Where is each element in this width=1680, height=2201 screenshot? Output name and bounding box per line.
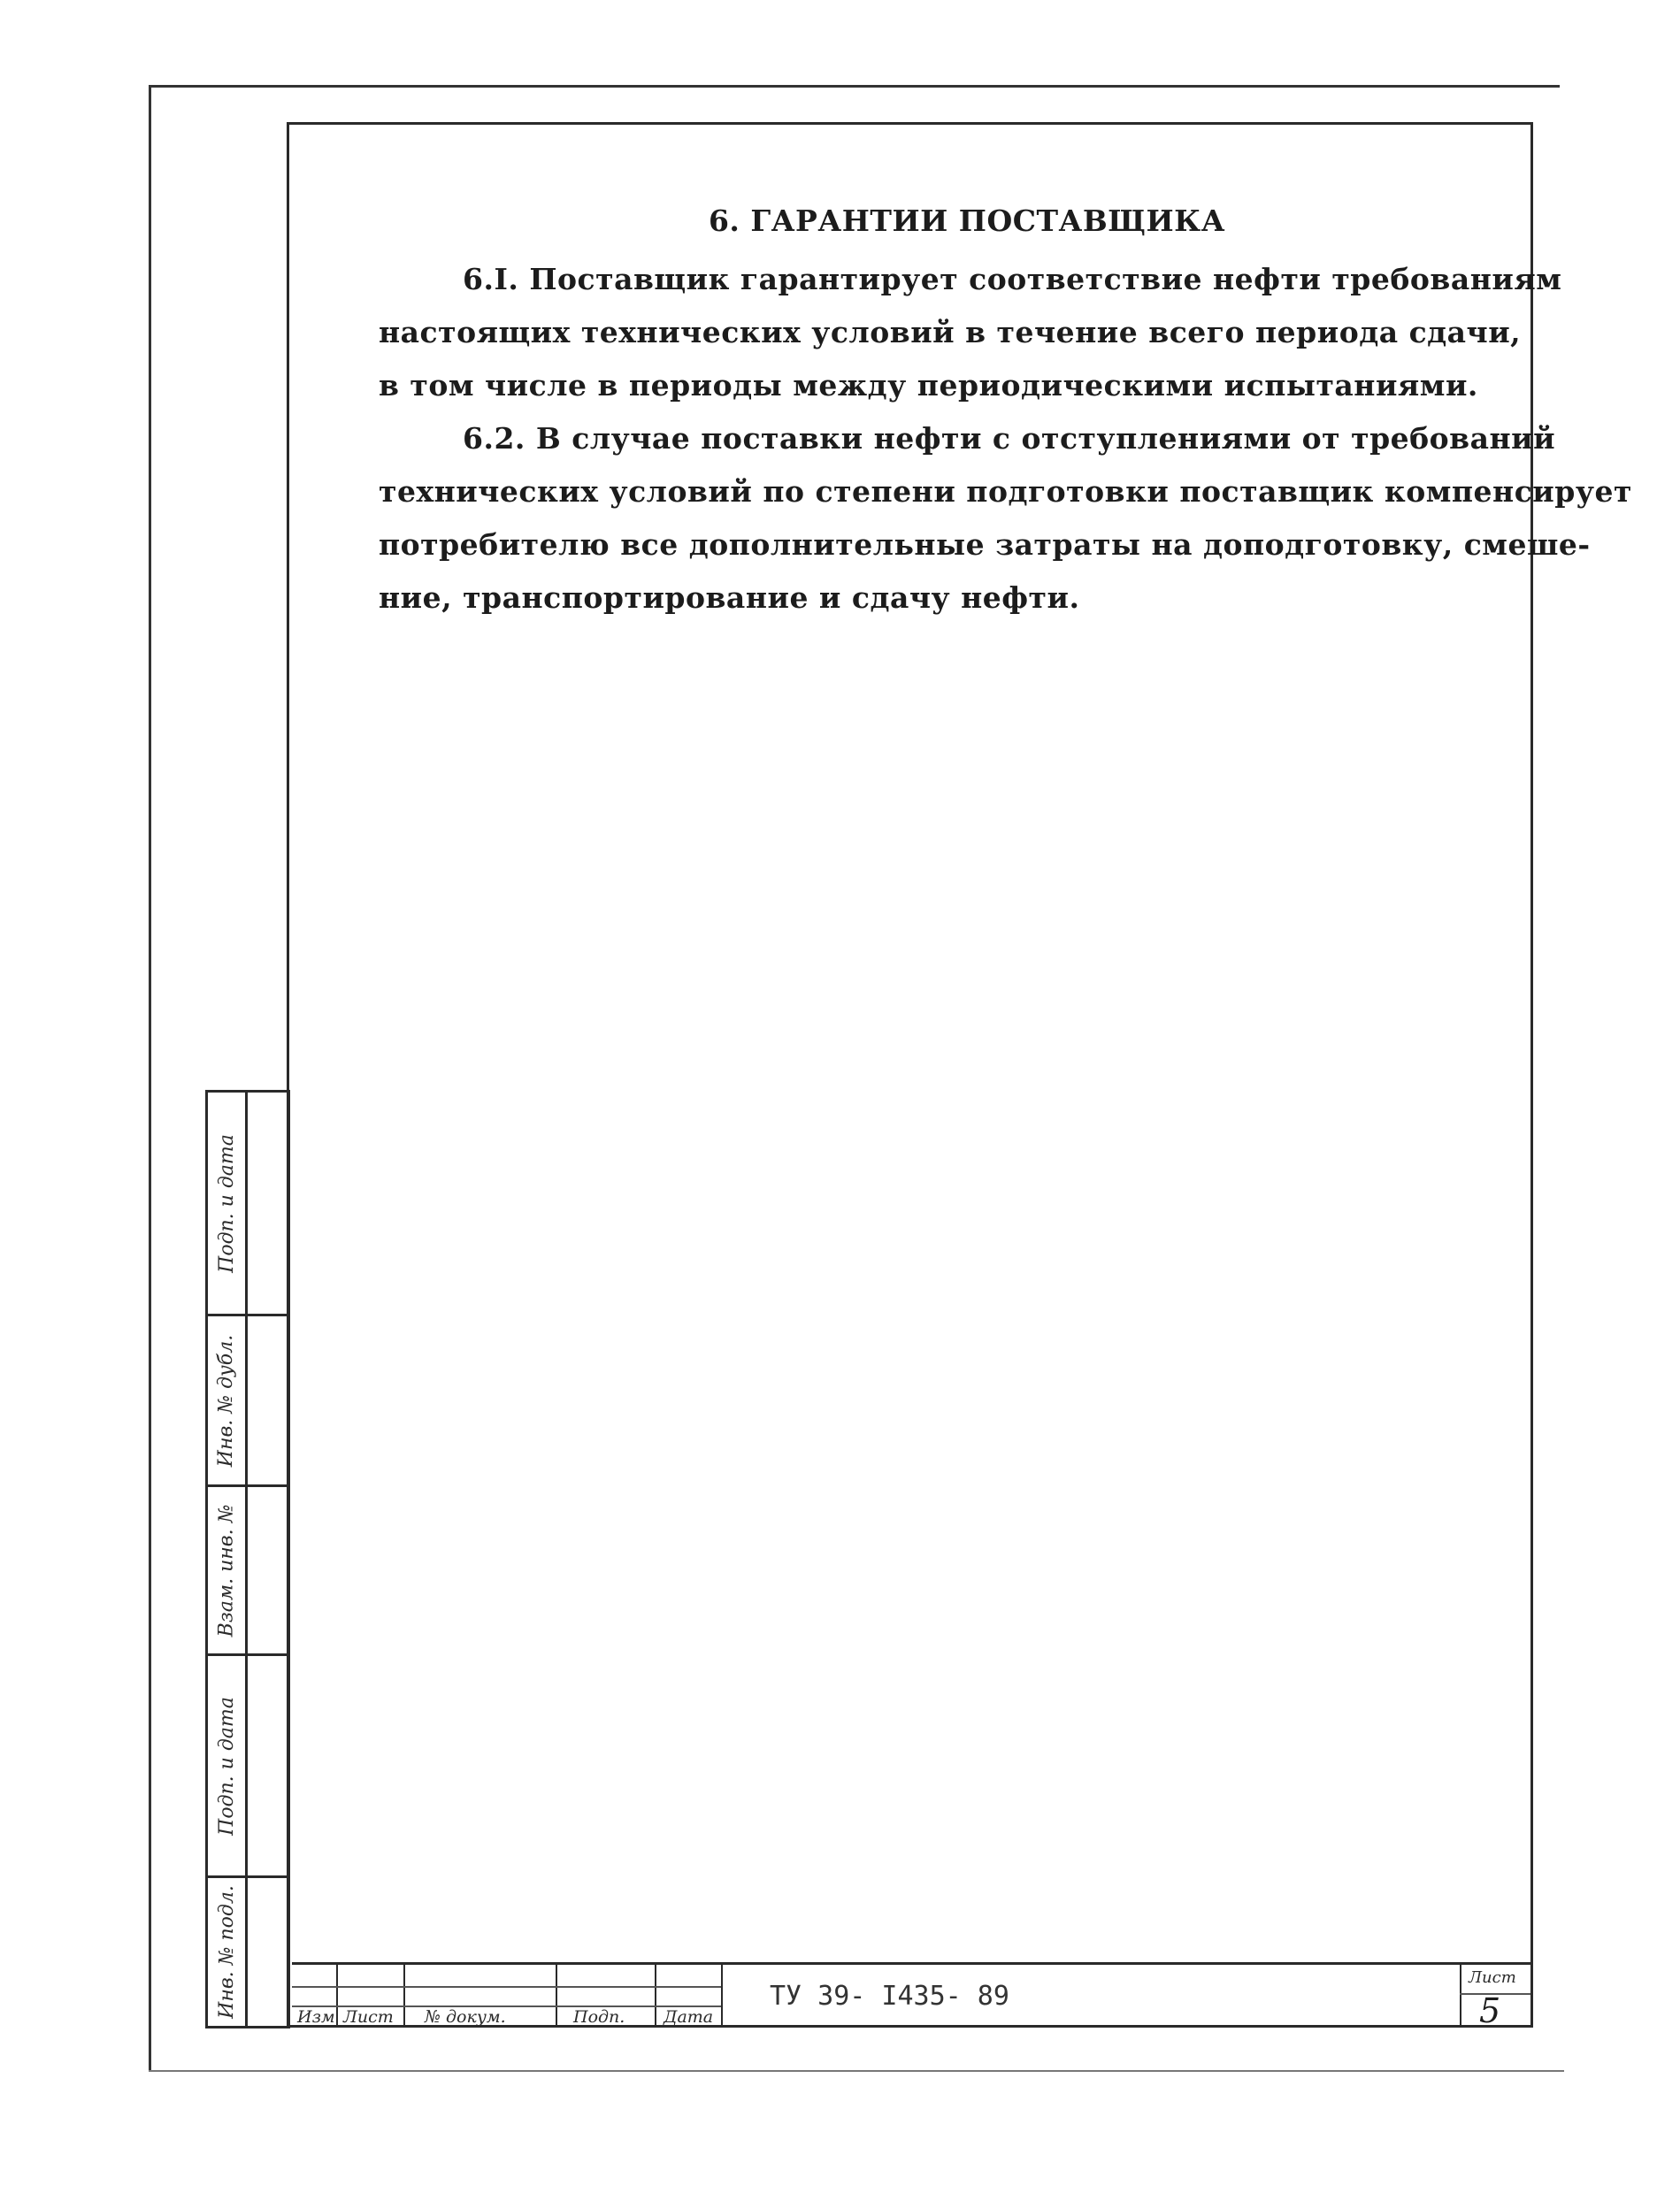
strip-label: Инв. № подл. bbox=[215, 1885, 238, 2019]
title-block bbox=[292, 1962, 1530, 2028]
strip-cell-sign-date-1 bbox=[208, 1093, 245, 1314]
strip-cell-original-inventory bbox=[208, 1878, 245, 2026]
outer-frame-bottom bbox=[149, 2070, 1564, 2072]
sheet-number: 5 bbox=[1479, 1991, 1501, 2030]
strip-vertical-divider bbox=[245, 1093, 248, 2026]
strip-label: Инв. № дубл. bbox=[215, 1334, 238, 1467]
paragraph-line: ние, транспортирование и сдачу нефти. bbox=[379, 580, 1080, 615]
stamp-label-sheet: Лист bbox=[343, 2007, 394, 2027]
strip-label: Взам. инв. № bbox=[215, 1504, 238, 1637]
paragraph-line: в том числе в периоды между периодическими испытаниями. bbox=[379, 368, 1478, 403]
stamp-label-signature: Подп. bbox=[573, 2007, 625, 2027]
stamp-column-divider bbox=[403, 1965, 405, 2028]
stamp-column-divider bbox=[655, 1965, 656, 2028]
paragraph-6-2 bbox=[379, 412, 1632, 625]
stamp-row-line bbox=[292, 1986, 721, 1988]
outer-frame-top bbox=[149, 85, 1560, 88]
strip-label: Подп. и дата bbox=[215, 1133, 238, 1273]
paragraph-line: 6.2. В случае поставки нефти с отступлениями от требований bbox=[463, 421, 1556, 456]
sheet-label: Лист bbox=[1469, 1968, 1516, 1987]
strip-cell-replacement-inventory bbox=[208, 1487, 245, 1653]
outer-frame-left bbox=[149, 85, 151, 2071]
stamp-label-date: Дата bbox=[664, 2007, 714, 2027]
strip-label: Подп. и дата bbox=[215, 1696, 238, 1836]
stamp-column-divider bbox=[721, 1965, 723, 2028]
stamp-column-divider bbox=[556, 1965, 557, 2028]
side-binding-strip bbox=[205, 1090, 290, 2028]
strip-cell-sign-date-2 bbox=[208, 1656, 245, 1875]
stamp-label-doc-number: № докум. bbox=[425, 2007, 506, 2027]
paragraph-line: 6.I. Поставщик гарантирует соответствие нефти требованиям bbox=[463, 262, 1562, 296]
document-body bbox=[379, 195, 1632, 625]
paragraph-6-1 bbox=[379, 253, 1562, 412]
stamp-column-divider bbox=[1460, 1965, 1461, 2028]
strip-cell-dup-inventory bbox=[208, 1316, 245, 1484]
stamp-label-change: Изм bbox=[297, 2007, 335, 2027]
section-title: 6. ГАРАНТИИ ПОСТАВЩИКА bbox=[708, 203, 1226, 238]
paragraph-line: технических условий по степени подготовки поставщик компенсирует bbox=[379, 474, 1632, 509]
document-code: ТУ 39- I435- 89 bbox=[770, 1981, 1009, 2012]
paragraph-line: потребителю все дополнительные затраты на доподготовку, смеше- bbox=[379, 527, 1591, 562]
stamp-column-divider bbox=[336, 1965, 338, 2028]
paragraph-line: настоящих технических условий в течение всего периода сдачи, bbox=[379, 315, 1522, 349]
